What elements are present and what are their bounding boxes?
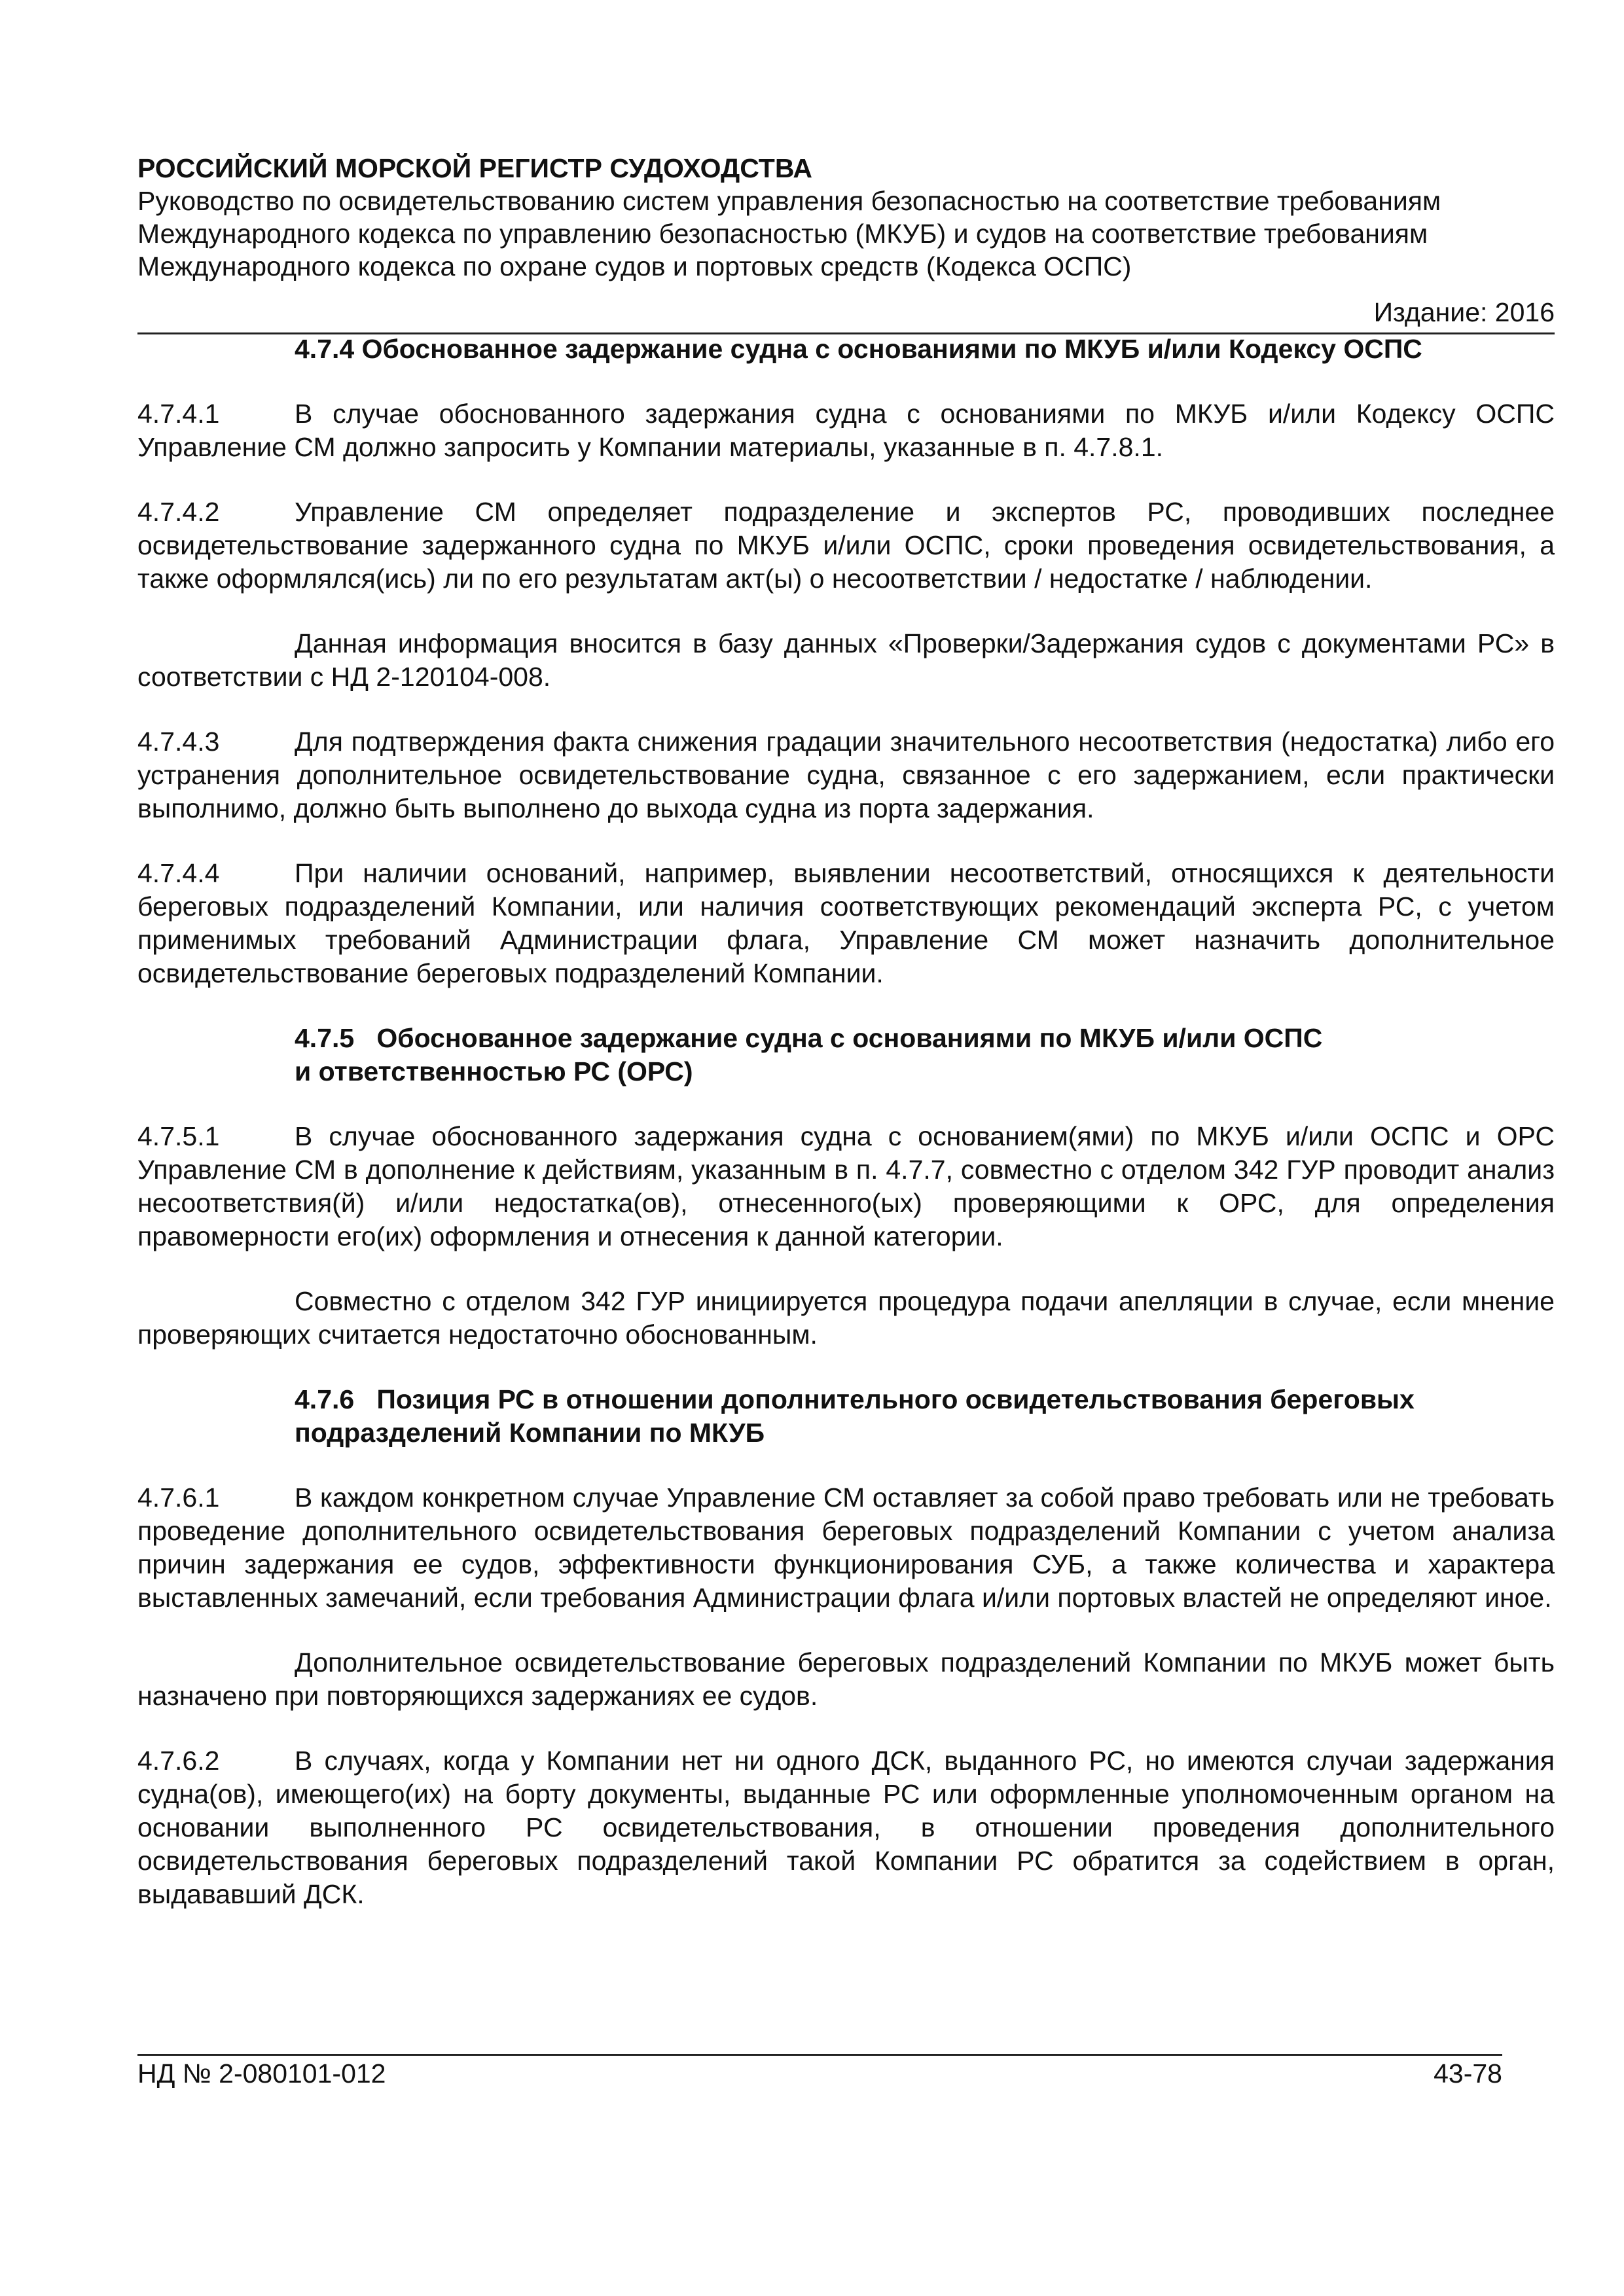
paragraph-text: В случаях, когда у Компании нет ни одного ДСК, выданного РС, но имеются случаи задержания судна(ов), имеющего(их) на борту документы, выданные РС или оформленные уполномоченным органом на основании выполненного РС освидетельствования, в отношении проведения дополнительного освидетельствования береговых подразделений такой Компании РС обратится за содействием в орган, выдававший ДСК. <box>137 1746 1555 1909</box>
paragraph-text: В случае обоснованного задержания судна с основаниями по МКУБ и/или Кодексу ОСПС Управление СМ должно запросить у Компании материалы, указанные в п. 4.7.8.1. <box>137 399 1555 462</box>
paragraph-number: 4.7.4.2 <box>137 497 220 527</box>
paragraph-number: 4.7.4.4 <box>137 858 220 888</box>
document-number: НД № 2-080101-012 <box>137 2058 386 2089</box>
paragraph-4-7-6-1 <box>137 1481 1555 1615</box>
paragraph-number: 4.7.4.1 <box>137 399 220 429</box>
document-body <box>137 332 1555 1943</box>
page-number: 43-78 <box>1434 2058 1502 2089</box>
paragraph-text: Управление СМ определяет подразделение и экспертов РС, проводивших последнее освидетельствование задержанного судна по МКУБ и/или ОСПС, сроки проведения освидетельствования, а также оформлялся(ись) ли по его результатам акт(ы) о несоответствии / недостатке / наблюдении. <box>137 497 1555 594</box>
paragraph-number: 4.7.6.1 <box>137 1482 220 1513</box>
paragraph-4-7-4-1 <box>137 397 1555 464</box>
paragraph-4-7-6-2 <box>137 1744 1555 1911</box>
section-heading-4-7-5 <box>137 1022 1555 1088</box>
organization-title: РОССИЙСКИЙ МОРСКОЙ РЕГИСТР СУДОХОДСТВА <box>137 153 813 183</box>
edition-label: Издание: 2016 <box>1373 297 1555 327</box>
document-subtitle-line-2: Международного кодекса по управлению безопасностью (МКУБ) и судов на соответствие требованиям <box>137 219 1428 249</box>
paragraph-text: Для подтверждения факта снижения градации значительного несоответствия (недостатка) либо его устранения дополнительное освидетельствование судна, связанное с его задержанием, если практически выполнимо, должно быть выполнено до выхода судна из порта задержания. <box>137 726 1555 823</box>
section-heading-line-2: подразделений Компании по МКУБ <box>295 1418 765 1448</box>
paragraph-4-7-5-1 <box>137 1120 1555 1253</box>
section-heading-line-1: 4.7.5 Обоснованное задержание судна с основаниями по МКУБ и/или ОСПС <box>295 1023 1323 1053</box>
section-heading-line-1: 4.7.6 Позиция РС в отношении дополнительного освидетельствования береговых <box>295 1384 1415 1414</box>
paragraph-text: В случае обоснованного задержания судна с основанием(ями) по МКУБ и/или ОСПС и ОРС Управление СМ в дополнение к действиям, указанным в п. 4.7.7, совместно с отделом 342 ГУР проводит анализ несоответствия(й) и/или недостатка(ов), отнесенного(ых) проверяющими к ОРС, для определения правомерности его(их) оформления и отнесения к данной категории. <box>137 1121 1555 1251</box>
section-heading-4-7-4: 4.7.4 Обоснованное задержание судна с основаниями по МКУБ и/или Кодексу ОСПС <box>295 334 1422 364</box>
section-heading-line-2: и ответственностью РС (ОРС) <box>295 1056 693 1086</box>
paragraph-4-7-4-2-continued: Данная информация вносится в базу данных «Проверки/Задержания судов с документами РС» в соответствии с НД 2-120104-008. <box>137 628 1555 692</box>
paragraph-text: В каждом конкретном случае Управление СМ оставляет за собой право требовать или не требовать проведение дополнительного освидетельствования береговых подразделений Компании с учетом анализа причин задержания ее судов, эффективности функционирования СУБ, а также количества и характера выставленных замечаний, если требования Администрации флага и/или портовых властей не определяют иное. <box>137 1482 1555 1613</box>
paragraph-4-7-4-3 <box>137 725 1555 825</box>
paragraph-number: 4.7.5.1 <box>137 1121 220 1151</box>
paragraph-text: При наличии оснований, например, выявлении несоответствий, относящихся к деятельности береговых подразделений Компании, или наличия соответствующих рекомендаций эксперта РС, с учетом применимых требований Администрации флага, Управление СМ может назначить дополнительное освидетельствование береговых подразделений Компании. <box>137 858 1555 988</box>
paragraph-4-7-5-1-continued: Совместно с отделом 342 ГУР инициируется процедура подачи апелляции в случае, если мнение проверяющих считается недостаточно обоснованным. <box>137 1286 1555 1350</box>
paragraph-4-7-6-1-continued: Дополнительное освидетельствование береговых подразделений Компании по МКУБ может быть назначено при повторяющихся задержаниях ее судов. <box>137 1647 1555 1711</box>
section-heading-4-7-6 <box>137 1383 1555 1450</box>
paragraph-number: 4.7.6.2 <box>137 1746 220 1776</box>
document-subtitle-line-3: Международного кодекса по охране судов и портовых средств (Кодекса ОСПС) <box>137 251 1132 281</box>
paragraph-4-7-4-2 <box>137 495 1555 596</box>
document-footer <box>137 2057 1502 2090</box>
paragraph-4-7-4-4 <box>137 857 1555 990</box>
document-header <box>137 152 1555 283</box>
footer-divider <box>137 2054 1502 2056</box>
document-subtitle-line-1: Руководство по освидетельствованию систем управления безопасностью на соответствие требованиям <box>137 186 1441 216</box>
paragraph-number: 4.7.4.3 <box>137 726 220 757</box>
